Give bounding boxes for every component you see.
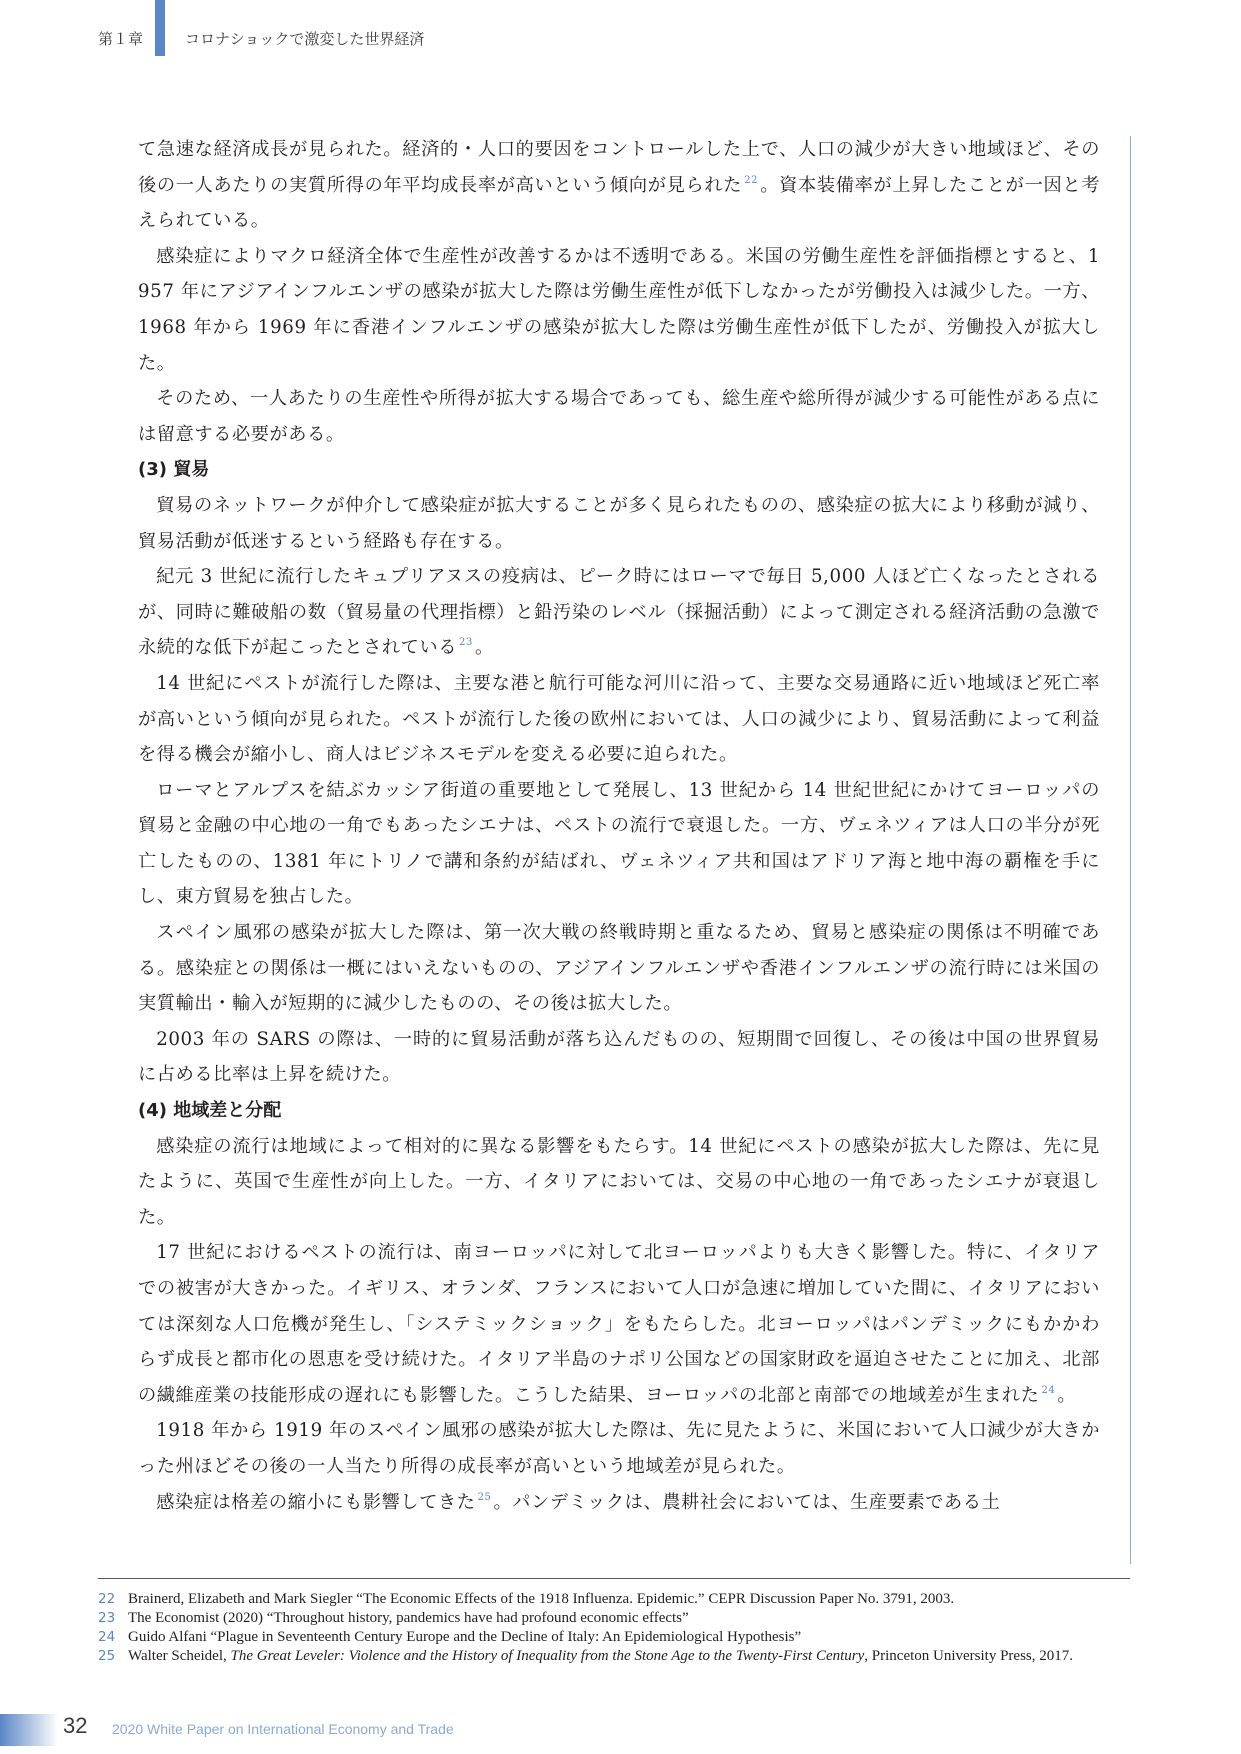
paragraph-text: 感染症は格差の縮小にも影響してきた bbox=[156, 1491, 476, 1513]
footnote-number: 22 bbox=[98, 1591, 116, 1607]
paragraph: 感染症によりマクロ経済全体で生産性が改善するかは不透明である。米国の労働生産性を評価指標とすると、1957 年にアジアインフルエンザの感染が拡大した際は労働生産性が低下しなかったが労働投入は減少した。一方、1968 年から 1969 年に香港インフルエンザの感染が拡大した際は労働生産性が低下したが、労働投入が拡大した。 bbox=[138, 245, 1100, 374]
paragraph: 1918 年から 1919 年のスペイン風邪の感染が拡大した際は、先に見たように、米国において人口減少が大きかった州ほどその後の一人当たり所得の成長率が高いという地域差が見られた。 bbox=[138, 1420, 1100, 1477]
paragraph bbox=[138, 1235, 1100, 1413]
footnote bbox=[98, 1609, 1138, 1628]
footnote-number: 23 bbox=[98, 1610, 116, 1626]
paragraph: ローマとアルプスを結ぶカッシア街道の重要地として発展し、13 世紀から 14 世紀世紀にかけてヨーロッパの貿易と金融の中心地の一角でもあったシエナは、ペストの流行で衰退した。一方、ヴェネツィアは人口の半分が死亡したものの、1381 年にトリノで講和条約が結ばれ、ヴェネツィア共和国はアドリア海と地中海の覇権を手にし、東方貿易を独占した。 bbox=[138, 779, 1100, 908]
footnote-ref[interactable]: 23 bbox=[459, 637, 473, 649]
paragraph-text: 。 bbox=[474, 637, 494, 659]
section-heading-trade: (3) 貿易 bbox=[138, 459, 210, 481]
paragraph bbox=[138, 559, 1100, 666]
chapter-title: コロナショックで激変した世界経済 bbox=[185, 30, 425, 48]
footer-accent bbox=[0, 1714, 58, 1746]
paragraph: 感染症の流行は地域によって相対的に異なる影響をもたらす。14 世紀にペストの感染が拡大した際は、先に見たように、英国で生産性が向上した。一方、イタリアにおいては、交易の中心地の一角であったシエナが衰退した。 bbox=[138, 1135, 1100, 1228]
footer-title: 2020 White Paper on International Economy and Trade bbox=[112, 1721, 454, 1737]
footnote bbox=[98, 1590, 1138, 1609]
page-header bbox=[0, 0, 1241, 80]
paragraph-text: 。資本装備率が上昇したことが一因と考えられている。 bbox=[138, 174, 1100, 232]
page-number: 32 bbox=[63, 1713, 88, 1738]
paragraph-text: 17 世紀におけるペストの流行は、南ヨーロッパに対して北ヨーロッパよりも大きく影響した。特に、イタリアでの被害が大きかった。イギリス、オランダ、フランスにおいて人口が急速に増加していた間に、イタリアにおいては深刻な人口危機が発生し、「システミックショック」をもたらした。北ヨーロッパはパンデミックにもかかわらず成長と都市化の恩恵を受け続けた。イタリア半島のナポリ公国などの国家財政を逼迫させたことに加え、北部の繊維産業の技能形成の遅れにも影響した。こうした結果、ヨーロッパの北部と南部での地域差が生まれた bbox=[138, 1242, 1100, 1406]
footnote-ref[interactable]: 22 bbox=[744, 174, 759, 186]
footnote-number: 25 bbox=[98, 1648, 116, 1664]
footnote-ref[interactable]: 25 bbox=[477, 1491, 492, 1503]
paragraph: 2003 年の SARS の際は、一時的に貿易活動が落ち込んだものの、短期間で回復し、その後は中国の世界貿易に占める比率は上昇を続けた。 bbox=[138, 1028, 1100, 1086]
footnote-text: Guido Alfani “Plague in Seventeenth Century Europe and the Decline of Italy: An Epidemiological Hypothesis” bbox=[128, 1629, 802, 1645]
footnote-divider bbox=[98, 1578, 1130, 1579]
footnote-book-title: The Great Leveler: Violence and the History of Inequality from the Stone Age to the Twenty-First Century bbox=[230, 1648, 865, 1664]
footnotes bbox=[98, 1590, 1138, 1666]
footnote-text: Brainerd, Elizabeth and Mark Siegler “The Economic Effects of the 1918 Influenza. Epidemic.” CEPR Discussion Paper No. 3791, 2003. bbox=[128, 1591, 955, 1607]
margin-rule bbox=[1130, 136, 1131, 1564]
footnote bbox=[98, 1647, 1138, 1666]
chapter-label: 第１章 bbox=[98, 30, 144, 48]
paragraph bbox=[138, 132, 1100, 239]
footnote-author: Walter Scheidel, bbox=[128, 1648, 231, 1664]
footnote-ref[interactable]: 24 bbox=[1041, 1384, 1056, 1396]
footnote-number: 24 bbox=[98, 1629, 116, 1645]
paragraph-text: 。パンデミックは、農耕社会においては、生産要素である土 bbox=[493, 1491, 1001, 1513]
paragraph: 14 世紀にペストが流行した際は、主要な港と航行可能な河川に沿って、主要な交易通路に近い地域ほど死亡率が高いという傾向が見られた。ペストが流行した後の欧州においては、人口の減少により、貿易活動によって利益を得る機会が縮小し、商人はビジネスモデルを変える必要に迫られた。 bbox=[138, 672, 1100, 766]
header-accent-bar bbox=[155, 0, 165, 56]
paragraph-text: て急速な経済成長が見られた。経済的・人口的要因をコントロールした上で、人口の減少が大きい地域ほど、その後の一人あたりの実質所得の年平均成長率が高いという傾向が見られた bbox=[138, 139, 1100, 196]
body-text bbox=[138, 132, 1100, 1520]
section-heading-regional: (4) 地域差と分配 bbox=[138, 1100, 282, 1122]
paragraph: スペイン風邪の感染が拡大した際は、第一次大戦の終戦時期と重なるため、貿易と感染症の関係は不明確である。感染症との関係は一概にはいえないものの、アジアインフルエンザや香港インフルエンザの流行時には米国の実質輸出・輸入が短期的に減少したものの、その後は拡大した。 bbox=[138, 922, 1100, 1015]
paragraph: そのため、一人あたりの生産性や所得が拡大する場合であっても、総生産や総所得が減少する可能性がある点には留意する必要がある。 bbox=[138, 388, 1100, 445]
paragraph-text: 紀元 3 世紀に流行したキュプリアヌスの疫病は、ピーク時にはローマで毎日 5,000 人ほど亡くなったとされるが、同時に難破船の数（貿易量の代理指標）と鉛汚染のレベル（採掘活動）によって測定される経済活動の急激で永続的な低下が起こったとされている bbox=[138, 566, 1100, 659]
footnote bbox=[98, 1628, 1138, 1647]
paragraph: 貿易のネットワークが仲介して感染症が拡大することが多く見られたものの、感染症の拡大により移動が減り、貿易活動が低迷するという経路も存在する。 bbox=[138, 494, 1100, 552]
footnote-text: , Princeton University Press, 2017. bbox=[864, 1648, 1074, 1664]
footnote-text: The Economist (2020) “Throughout history, pandemics have had profound economic effects” bbox=[128, 1610, 689, 1626]
paragraph-text: 。 bbox=[1057, 1384, 1077, 1406]
paragraph bbox=[138, 1485, 1100, 1521]
